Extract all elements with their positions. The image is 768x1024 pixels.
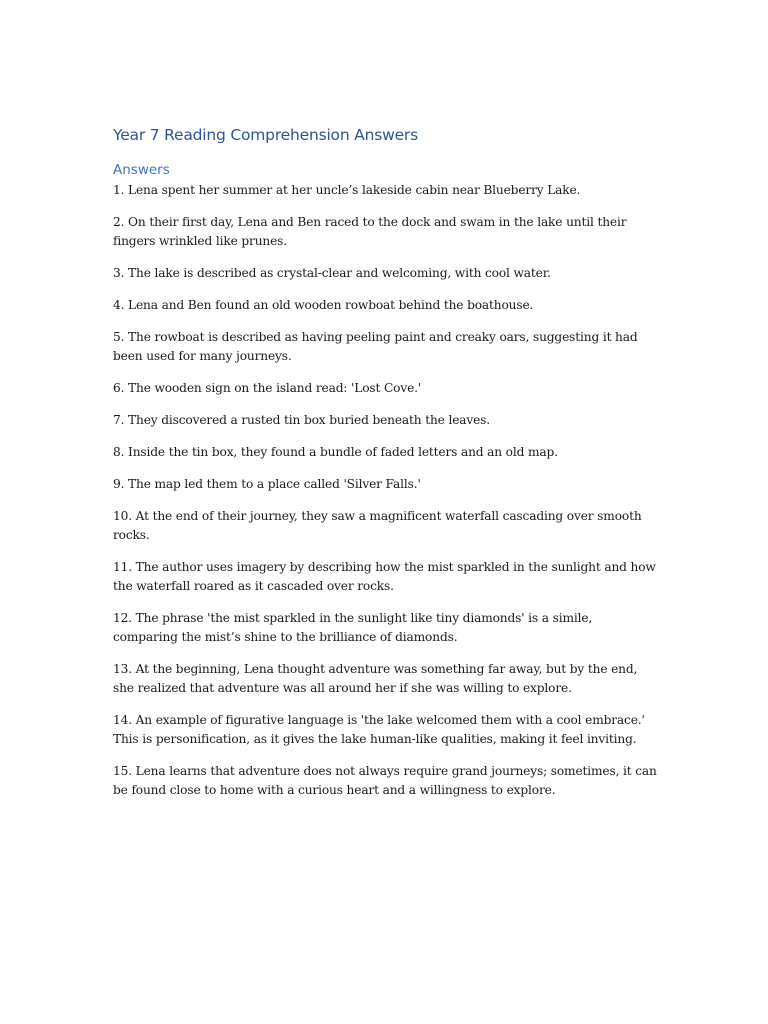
answer-item: 8. Inside the tin box, they found a bundle of faded letters and an old map. — [113, 445, 558, 459]
answer-item: 7. They discovered a rusted tin box buried beneath the leaves. — [113, 413, 491, 427]
answer-item: 12. The phrase 'the mist sparkled in the sunlight like tiny diamonds' is a simile, comparing the mist’s shine to the brilliance of diamonds. — [113, 611, 593, 644]
section-heading: Answers — [113, 162, 170, 178]
answer-item: 5. The rowboat is described as having peeling paint and creaky oars, suggesting it had been used for many journeys. — [113, 330, 638, 363]
answer-item: 2. On their first day, Lena and Ben raced to the dock and swam in the lake until their fingers wrinkled like prunes. — [113, 215, 627, 248]
answer-list — [113, 181, 658, 800]
answer-item: 4. Lena and Ben found an old wooden rowboat behind the boathouse. — [113, 298, 534, 312]
answer-item: 1. Lena spent her summer at her uncle’s lakeside cabin near Blueberry Lake. — [113, 183, 581, 197]
document-title: Year 7 Reading Comprehension Answers — [113, 126, 418, 144]
answer-item: 14. An example of figurative language is 'the lake welcomed them with a cool embrace.' This is personification, as it gives the lake human-like qualities, making it feel inviting. — [113, 713, 645, 746]
answer-item: 13. At the beginning, Lena thought adventure was something far away, but by the end, she realized that adventure was all around her if she was willing to explore. — [113, 662, 638, 695]
answer-item: 11. The author uses imagery by describing how the mist sparkled in the sunlight and how the waterfall roared as it cascaded over rocks. — [113, 560, 656, 593]
answer-item: 6. The wooden sign on the island read: 'Lost Cove.' — [113, 381, 422, 395]
answer-item: 3. The lake is described as crystal-clear and welcoming, with cool water. — [113, 266, 551, 280]
answer-item: 10. At the end of their journey, they saw a magnificent waterfall cascading over smooth rocks. — [113, 509, 642, 542]
document-page — [113, 124, 658, 813]
answer-item: 9. The map led them to a place called 'Silver Falls.' — [113, 477, 421, 491]
answer-item: 15. Lena learns that adventure does not always require grand journeys; sometimes, it can be found close to home with a curious heart and a willingness to explore. — [113, 764, 657, 797]
